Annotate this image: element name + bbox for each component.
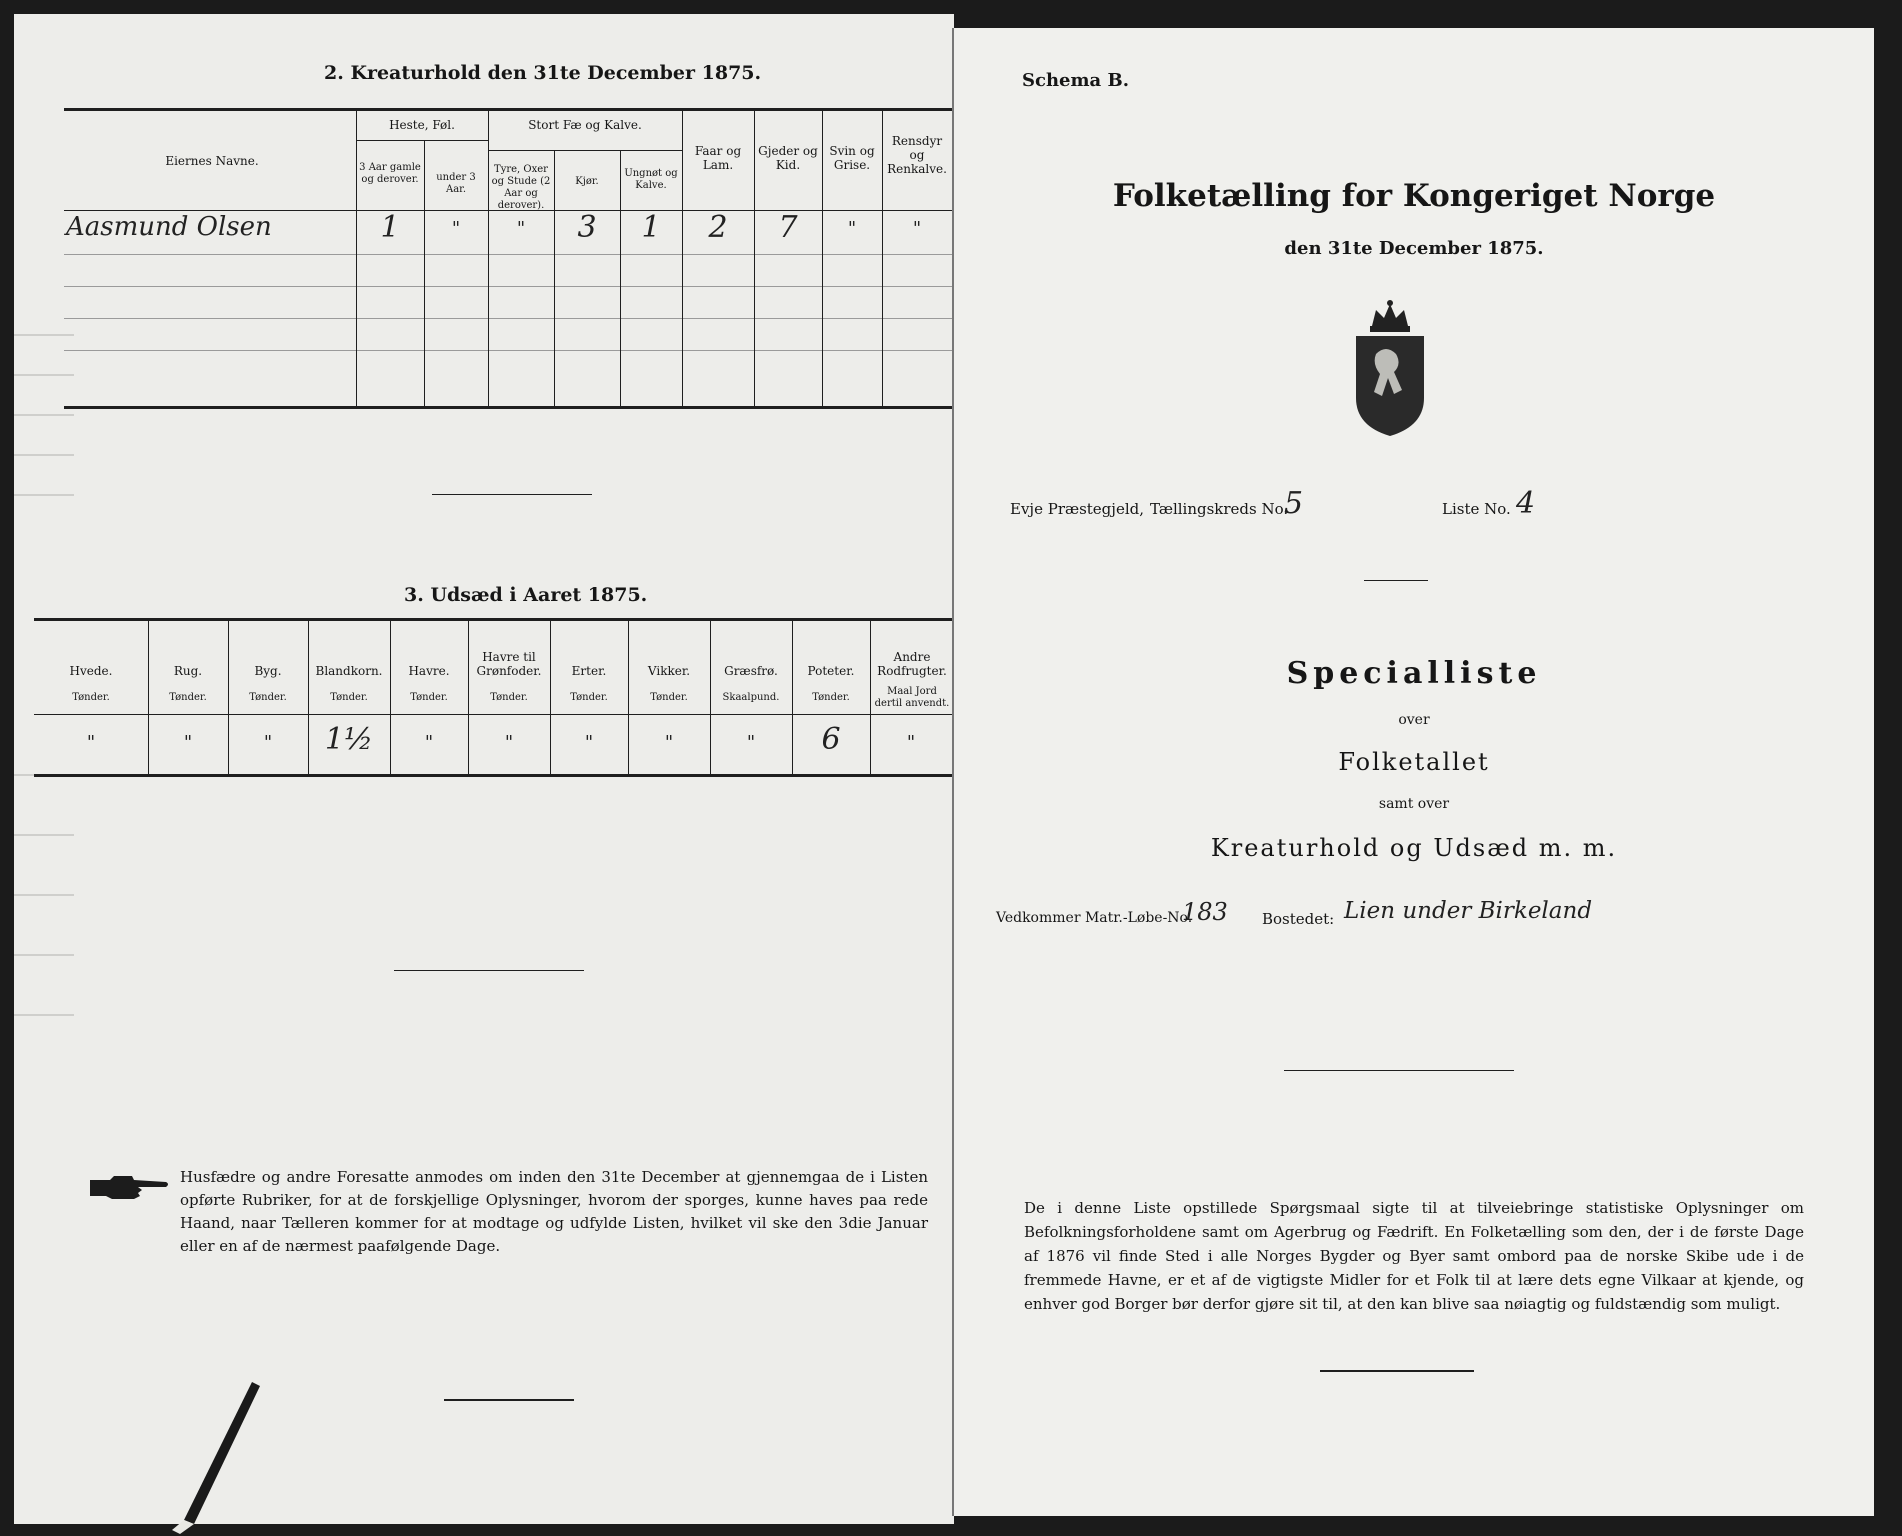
livestock-cell: 7 (778, 210, 798, 245)
list-label: Liste No. (1442, 500, 1511, 518)
seed-unit: Tønder. (812, 692, 850, 703)
seed-cell: " (664, 732, 674, 753)
livestock-cell: 1 (641, 210, 661, 245)
livestock-cell: " (516, 218, 526, 239)
col-bulls-header: Tyre, Oxer og Stude (2 Aar og derover). (491, 164, 551, 211)
col-pigs-header: Svin og Grise. (829, 144, 875, 172)
seed-cell: " (263, 732, 273, 753)
seed-unit: Tønder. (249, 692, 287, 703)
bosted-label: Bostedet: (1262, 910, 1335, 928)
district-number: 5 (1284, 486, 1304, 521)
main-title: Folketælling for Kongeriget Norge (1112, 178, 1716, 214)
seed-cell: " (746, 732, 756, 753)
parish-label: Evje Præstegjeld, (1010, 500, 1144, 518)
seed-unit: Maal Jord dertil anvendt. (874, 686, 950, 709)
col-cattle-header: Stort Fæ og Kalve. (528, 118, 642, 132)
col-young-cattle-header: Ungnøt og Kalve. (624, 168, 678, 191)
col-owner-header: Eiernes Navne. (165, 154, 259, 168)
seed-header-root-crops: Andre Rodfrugter. (877, 650, 947, 678)
district-label: Tællingskreds No. (1150, 500, 1289, 518)
seed-header-oats: Havre. (408, 664, 450, 678)
seed-unit: Skaalpund. (722, 692, 780, 703)
livestock-cell: " (847, 218, 857, 239)
col-horses-header: Heste, Føl. (389, 118, 455, 132)
seed-header-mixed: Blandkorn. (315, 664, 383, 678)
seed-cell: " (504, 732, 514, 753)
seed-unit: Tønder. (650, 692, 688, 703)
seed-unit: Tønder. (570, 692, 608, 703)
over-text: over (1398, 712, 1430, 728)
divider (432, 494, 592, 495)
section3-title: 3. Udsæd i Aaret 1875. (404, 584, 648, 606)
matr-number: 183 (1182, 898, 1228, 926)
left-page (14, 14, 954, 1524)
owner-name: Aasmund Olsen (66, 212, 272, 242)
divider (444, 1399, 574, 1401)
livestock-cell: 2 (708, 210, 728, 245)
right-page (954, 28, 1874, 1516)
seed-unit: Tønder. (490, 692, 528, 703)
seed-header-potatoes: Poteter. (807, 664, 855, 678)
schema-label: Schema B. (1022, 70, 1129, 91)
divider (394, 970, 584, 971)
seed-cell: 1½ (324, 722, 374, 757)
seed-header-green-oats: Havre til Grønfoder. (476, 650, 542, 678)
seed-header-peas: Erter. (571, 664, 607, 678)
livestock-cell: 1 (380, 210, 400, 245)
norway-coat-of-arms-icon (1352, 298, 1428, 438)
seed-cell: " (86, 732, 96, 753)
seed-header-barley: Byg. (254, 664, 282, 678)
col-cows-header: Kjør. (575, 176, 599, 187)
seed-unit: Tønder. (330, 692, 368, 703)
col-horses-young-header: under 3 Aar. (436, 172, 476, 195)
folketallet-text: Folketallet (1338, 748, 1490, 776)
bosted-value: Lien under Birkeland (1344, 898, 1593, 924)
seed-header-wheat: Hvede. (69, 664, 113, 678)
seed-cell: " (183, 732, 193, 753)
samt-over-text: samt over (1378, 796, 1450, 812)
list-number: 4 (1516, 486, 1536, 521)
seed-header-grass-seed: Græsfrø. (724, 664, 778, 678)
col-sheep-header: Faar og Lam. (694, 144, 742, 172)
seed-unit: Tønder. (169, 692, 207, 703)
divider (1284, 1070, 1514, 1071)
special-list-title: Specialliste (1286, 656, 1542, 691)
livestock-cell: 3 (577, 210, 597, 245)
col-goats-header: Gjeder og Kid. (758, 144, 818, 172)
section2-title: 2. Kreaturhold den 31te December 1875. (324, 62, 762, 84)
seed-unit: Tønder. (72, 692, 110, 703)
intro-paragraph: De i denne Liste opstillede Spørgsmaal sigte til at tilveiebringe statistiske Oplysninger om Befolkningsforholdene samt om Agerbrug og Fædrift. En Folketælling som den, der i de første Dage af 1876 vil finde Sted i alle Norges Bygder og Byer samt ombord paa de norske Skibe ude i de fremmede Havne, er et af de vigtigste Midler for et Folk til at lære dets egne Vilkaar at kjende, og enhver god Borger bør derfor gjøre sit til, at den kan blive saa nøiagtig og fuldstændig som muligt. (1024, 1199, 1804, 1313)
pointing-hand-icon (88, 1174, 170, 1202)
seed-header-rye: Rug. (173, 664, 203, 678)
seed-header-vetch: Vikker. (647, 664, 691, 678)
livestock-cell: " (912, 218, 922, 239)
col-horses-old-header: 3 Aar gamle og derover. (359, 162, 421, 185)
seed-cell: " (906, 732, 916, 753)
divider (1320, 1370, 1474, 1372)
seed-cell: " (584, 732, 594, 753)
seed-cell: 6 (821, 722, 841, 757)
matr-label: Vedkommer Matr.-Løbe-No. (996, 910, 1193, 926)
kreaturhold-text: Kreaturhold og Udsæd m. m. (1210, 834, 1618, 862)
census-date: den 31te December 1875. (1284, 238, 1544, 259)
livestock-cell: " (451, 218, 461, 239)
pen-icon (154, 1374, 274, 1534)
notice-text: Husfædre og andre Foresatte anmodes om inden den 31te December at gjennemgaa de i Listen opførte Rubriker, for at de forskjellige Oplysninger, hvorom der sporges, kunne haves paa rede Haand, naar Tælleren kommer for at modtage og udfylde Listen, hvilket vil ske den 3die Januar eller en af de nærmest paafølgende Dage. (180, 1168, 928, 1255)
col-reindeer-header: Rensdyr og Renkalve. (887, 134, 947, 176)
seed-cell: " (424, 732, 434, 753)
divider (1364, 580, 1428, 581)
seed-unit: Tønder. (410, 692, 448, 703)
